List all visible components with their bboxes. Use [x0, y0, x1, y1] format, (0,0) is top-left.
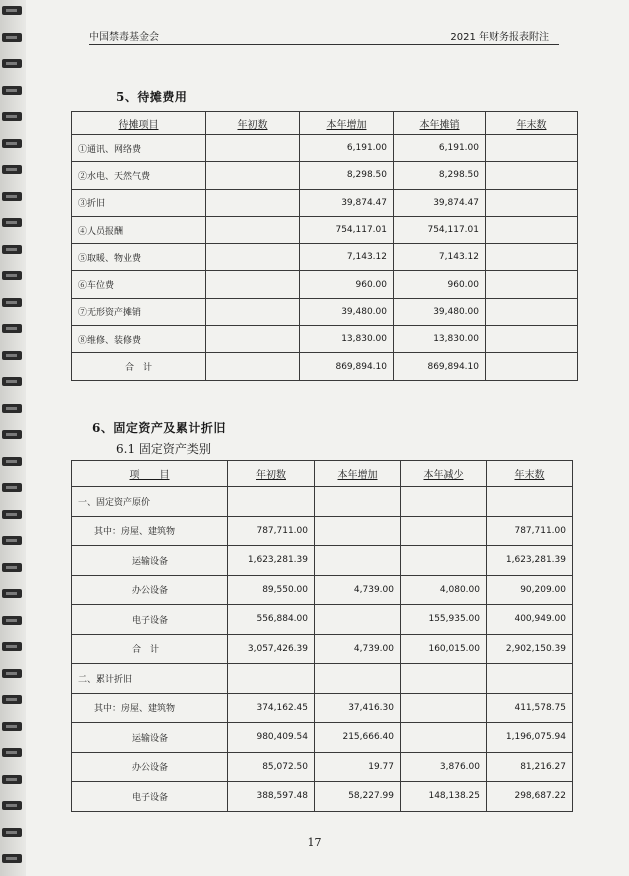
- table-row: [72, 723, 573, 753]
- row-label: 运输设备: [72, 723, 228, 753]
- cell-dec: [401, 546, 487, 576]
- row-label: 其中：房屋、建筑物: [72, 516, 228, 546]
- table-row: [72, 575, 573, 605]
- table-row: [72, 298, 578, 325]
- row-label: 合 计: [72, 634, 228, 664]
- cell-dec: 155,935.00: [401, 605, 487, 635]
- section-6-subtitle: 6.1 固定资产类别: [116, 442, 211, 456]
- row-label: ①通讯、网络费: [72, 135, 206, 162]
- section-5-title: 5、待摊费用: [116, 90, 188, 104]
- cell-begin: [206, 162, 300, 189]
- cell-add: 4,739.00: [315, 634, 401, 664]
- cell-add: 8,298.50: [300, 162, 394, 189]
- binding-ring: [2, 86, 22, 95]
- cell-begin: [206, 216, 300, 243]
- table-row: [72, 487, 573, 517]
- header-org: 中国禁毒基金会: [89, 32, 159, 43]
- binding-ring: [2, 483, 22, 492]
- table-row: [72, 516, 573, 546]
- table-row: [72, 353, 578, 380]
- cell-dec: 3,876.00: [401, 752, 487, 782]
- row-label: ②水电、天然气费: [72, 162, 206, 189]
- table-row: [72, 664, 573, 694]
- binding-ring: [2, 192, 22, 201]
- table-row: [72, 244, 578, 271]
- spiral-binding: [0, 0, 26, 876]
- binding-ring: [2, 510, 22, 519]
- cell-end: [486, 135, 578, 162]
- cell-add: [315, 546, 401, 576]
- cell-begin: 980,409.54: [228, 723, 315, 753]
- prepaid-expenses-table: [71, 111, 578, 381]
- table-row: [72, 752, 573, 782]
- col-header-end: 年末数: [486, 112, 578, 135]
- table-row: [72, 326, 578, 353]
- fixed-assets-table: [71, 460, 573, 812]
- cell-begin: 3,057,426.39: [228, 634, 315, 664]
- row-label: ⑦无形资产摊销: [72, 298, 206, 325]
- cell-begin: 388,597.48: [228, 782, 315, 812]
- row-label: ⑤取暖、物业费: [72, 244, 206, 271]
- table-row: [72, 546, 573, 576]
- cell-begin: [228, 664, 315, 694]
- binding-ring: [2, 245, 22, 254]
- col-header-begin: 年初数: [228, 461, 315, 487]
- cell-amort: 39,480.00: [394, 298, 486, 325]
- col-header-begin: 年初数: [206, 112, 300, 135]
- cell-begin: [206, 244, 300, 271]
- binding-ring: [2, 59, 22, 68]
- cell-add: 960.00: [300, 271, 394, 298]
- table-row: [72, 135, 578, 162]
- binding-ring: [2, 165, 22, 174]
- cell-add: [315, 487, 401, 517]
- binding-ring: [2, 669, 22, 678]
- row-label: ⑥车位费: [72, 271, 206, 298]
- binding-ring: [2, 112, 22, 121]
- row-label: 其中：房屋、建筑物: [72, 693, 228, 723]
- cell-begin: 787,711.00: [228, 516, 315, 546]
- binding-ring: [2, 589, 22, 598]
- cell-begin: [206, 353, 300, 380]
- binding-ring: [2, 324, 22, 333]
- cell-begin: [206, 189, 300, 216]
- row-label: 办公设备: [72, 752, 228, 782]
- cell-amort: 8,298.50: [394, 162, 486, 189]
- table-row: [72, 162, 578, 189]
- binding-ring: [2, 377, 22, 386]
- row-label: ④人员报酬: [72, 216, 206, 243]
- cell-add: 7,143.12: [300, 244, 394, 271]
- header-rule: [89, 44, 559, 45]
- binding-ring: [2, 33, 22, 42]
- cell-add: [315, 605, 401, 635]
- cell-add: 4,739.00: [315, 575, 401, 605]
- cell-add: [315, 516, 401, 546]
- row-label: ③折旧: [72, 189, 206, 216]
- cell-end: [486, 216, 578, 243]
- cell-amort: 754,117.01: [394, 216, 486, 243]
- cell-end: [486, 244, 578, 271]
- cell-end: [486, 162, 578, 189]
- table-row: [72, 693, 573, 723]
- cell-end: 1,623,281.39: [487, 546, 573, 576]
- cell-dec: [401, 516, 487, 546]
- cell-dec: [401, 723, 487, 753]
- binding-ring: [2, 748, 22, 757]
- cell-end: 298,687.22: [487, 782, 573, 812]
- table-row: [72, 216, 578, 243]
- cell-end: 81,216.27: [487, 752, 573, 782]
- cell-begin: [228, 487, 315, 517]
- cell-dec: [401, 664, 487, 694]
- cell-add: 215,666.40: [315, 723, 401, 753]
- cell-add: 39,874.47: [300, 189, 394, 216]
- cell-begin: 89,550.00: [228, 575, 315, 605]
- cell-end: 400,949.00: [487, 605, 573, 635]
- cell-amort: 39,874.47: [394, 189, 486, 216]
- cell-begin: [206, 135, 300, 162]
- table-row: [72, 634, 573, 664]
- cell-end: 1,196,075.94: [487, 723, 573, 753]
- cell-end: [486, 271, 578, 298]
- cell-amort: 869,894.10: [394, 353, 486, 380]
- binding-ring: [2, 139, 22, 148]
- cell-add: 58,227.99: [315, 782, 401, 812]
- cell-add: 754,117.01: [300, 216, 394, 243]
- page-number: 17: [307, 836, 322, 849]
- cell-amort: 13,830.00: [394, 326, 486, 353]
- cell-add: 19.77: [315, 752, 401, 782]
- row-label: 二、累计折旧: [72, 664, 228, 694]
- cell-end: 90,209.00: [487, 575, 573, 605]
- cell-begin: [206, 326, 300, 353]
- binding-ring: [2, 351, 22, 360]
- binding-ring: [2, 616, 22, 625]
- col-header-amort: 本年摊销: [394, 112, 486, 135]
- cell-add: 37,416.30: [315, 693, 401, 723]
- col-header-add: 本年增加: [300, 112, 394, 135]
- col-header-item: 项 目: [72, 461, 228, 487]
- table-row: [72, 605, 573, 635]
- binding-ring: [2, 430, 22, 439]
- cell-end: [487, 664, 573, 694]
- cell-dec: [401, 487, 487, 517]
- binding-ring: [2, 695, 22, 704]
- cell-add: 869,894.10: [300, 353, 394, 380]
- col-header-end: 年末数: [487, 461, 573, 487]
- binding-ring: [2, 642, 22, 651]
- col-header-item: 待摊项目: [72, 112, 206, 135]
- binding-ring: [2, 536, 22, 545]
- cell-begin: 556,884.00: [228, 605, 315, 635]
- cell-add: [315, 664, 401, 694]
- binding-ring: [2, 298, 22, 307]
- cell-begin: 374,162.45: [228, 693, 315, 723]
- row-label: 运输设备: [72, 546, 228, 576]
- row-label: ⑧维修、装修费: [72, 326, 206, 353]
- table-row: [72, 271, 578, 298]
- binding-ring: [2, 457, 22, 466]
- cell-add: 39,480.00: [300, 298, 394, 325]
- binding-ring: [2, 271, 22, 280]
- cell-amort: 7,143.12: [394, 244, 486, 271]
- binding-ring: [2, 6, 22, 15]
- cell-end: [486, 189, 578, 216]
- cell-add: 6,191.00: [300, 135, 394, 162]
- cell-end: 787,711.00: [487, 516, 573, 546]
- cell-begin: [206, 298, 300, 325]
- binding-ring: [2, 722, 22, 731]
- binding-ring: [2, 854, 22, 863]
- cell-end: [486, 353, 578, 380]
- cell-end: [487, 487, 573, 517]
- cell-end: 2,902,150.39: [487, 634, 573, 664]
- cell-begin: 85,072.50: [228, 752, 315, 782]
- table-row: [72, 782, 573, 812]
- cell-end: [486, 326, 578, 353]
- header-doc-title: 2021 年财务报表附注: [450, 32, 549, 43]
- binding-ring: [2, 801, 22, 810]
- binding-ring: [2, 563, 22, 572]
- col-header-add: 本年增加: [315, 461, 401, 487]
- cell-dec: 160,015.00: [401, 634, 487, 664]
- binding-ring: [2, 775, 22, 784]
- cell-begin: [206, 271, 300, 298]
- cell-begin: 1,623,281.39: [228, 546, 315, 576]
- row-label: 电子设备: [72, 605, 228, 635]
- cell-end: [486, 298, 578, 325]
- cell-dec: 4,080.00: [401, 575, 487, 605]
- binding-ring: [2, 218, 22, 227]
- section-6-title: 6、固定资产及累计折旧: [92, 421, 226, 435]
- table-row: [72, 189, 578, 216]
- cell-add: 13,830.00: [300, 326, 394, 353]
- cell-end: 411,578.75: [487, 693, 573, 723]
- row-label: 合 计: [72, 353, 206, 380]
- row-label: 办公设备: [72, 575, 228, 605]
- cell-dec: [401, 693, 487, 723]
- cell-amort: 960.00: [394, 271, 486, 298]
- cell-amort: 6,191.00: [394, 135, 486, 162]
- cell-dec: 148,138.25: [401, 782, 487, 812]
- row-label: 电子设备: [72, 782, 228, 812]
- binding-ring: [2, 404, 22, 413]
- col-header-dec: 本年减少: [401, 461, 487, 487]
- row-label: 一、固定资产原价: [72, 487, 228, 517]
